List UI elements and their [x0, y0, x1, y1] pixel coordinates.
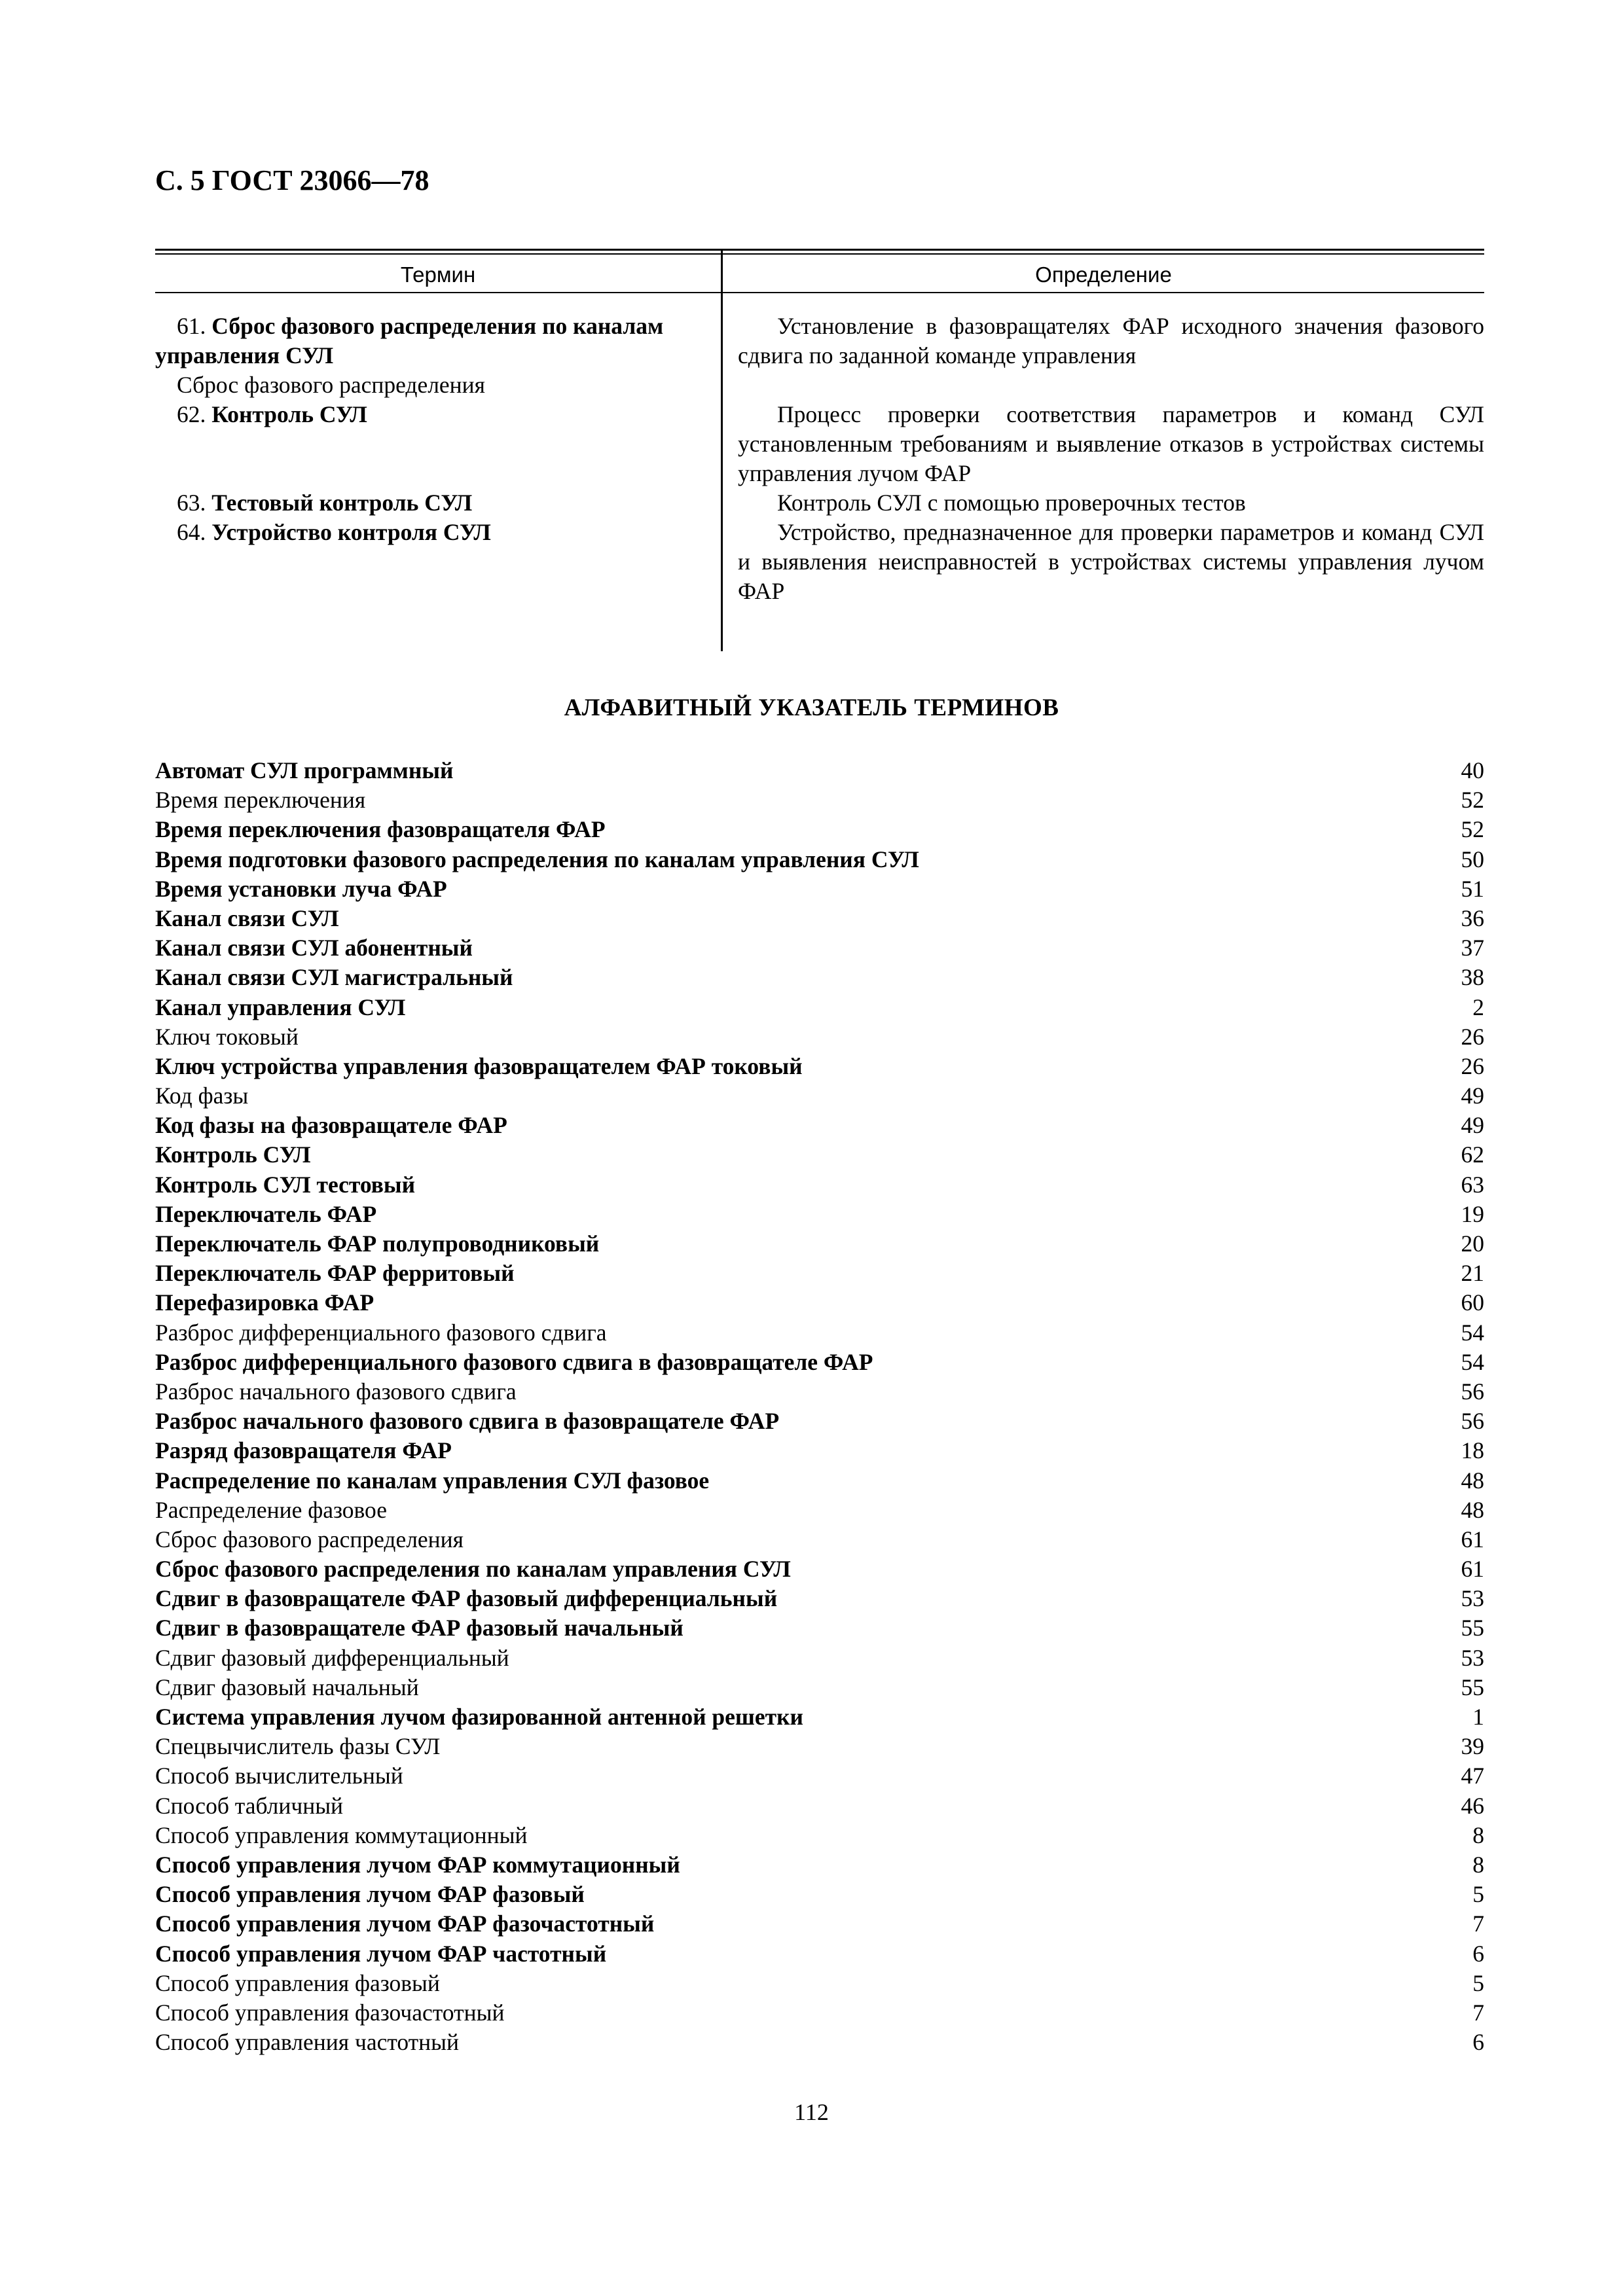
- term-name: Устройство контроля СУЛ: [211, 519, 491, 545]
- definition-62: Процесс проверки соответствия параметров и команд СУЛ установленным требованиям и выявление отказов в устройствах системы управления лучом ФАР: [738, 401, 1484, 486]
- index-entry-number: 52: [1461, 787, 1484, 814]
- index-entry-number: 7: [1472, 1910, 1484, 1937]
- term-number: 63.: [177, 490, 206, 516]
- index-entry-term: Разряд фазовращателя ФАР: [155, 1437, 452, 1464]
- index-entry-number: 46: [1461, 1792, 1484, 1819]
- definition-61: Установление в фазовращателях ФАР исходного значения фазового сдвига по заданной команде управления: [738, 313, 1484, 368]
- index-entry-number: 21: [1461, 1260, 1484, 1287]
- term-name: Контроль СУЛ: [211, 401, 367, 427]
- table-header-rule: [155, 292, 1484, 293]
- index-entry-term: Способ управления коммутационный: [155, 1821, 528, 1848]
- index-entry: [155, 1909, 1484, 1939]
- index-entry-term: Канал управления СУЛ: [155, 994, 406, 1020]
- index-entry: [155, 1584, 1484, 1613]
- index-entry-term: Способ управления фазочастотный: [155, 1999, 505, 2026]
- index-entry-number: 1: [1472, 1704, 1484, 1730]
- index-entry: [155, 1407, 1484, 1436]
- definition-63: Контроль СУЛ с помощью проверочных тестов: [777, 490, 1246, 516]
- index-entry-number: 61: [1461, 1526, 1484, 1552]
- column-header-definition: Определение: [1035, 262, 1172, 287]
- index-entry: [155, 1288, 1484, 1318]
- index-entry: [155, 1259, 1484, 1288]
- term-synonym: Сброс фазового распределения: [177, 372, 485, 398]
- index-entry-number: 54: [1461, 1348, 1484, 1375]
- index-entry: [155, 1081, 1484, 1111]
- table-column-divider: [721, 249, 723, 651]
- index-entry-number: 19: [1461, 1200, 1484, 1227]
- definition-64: Устройство, предназначенное для проверки параметров и команд СУЛ и выявления неисправностей в устройствах системы управления лучом ФАР: [738, 519, 1484, 604]
- index-entry-term: Способ управления лучом ФАР фазочастотный: [155, 1910, 655, 1937]
- index-entry: [155, 1111, 1484, 1140]
- index-entry: [155, 1525, 1484, 1554]
- index-entry-number: 56: [1461, 1408, 1484, 1435]
- index-entry-term: Код фазы: [155, 1083, 249, 1109]
- index-entry-term: Сдвиг фазовый начальный: [155, 1674, 419, 1700]
- index-entry: [155, 1939, 1484, 1969]
- index-entry: [155, 993, 1484, 1022]
- term-number: 61.: [177, 313, 206, 339]
- index-entry-number: 53: [1461, 1585, 1484, 1612]
- index-entry-number: 5: [1472, 1881, 1484, 1908]
- index-entry: [155, 1673, 1484, 1702]
- index-entry: [155, 1732, 1484, 1761]
- index-entry-term: Спецвычислитель фазы СУЛ: [155, 1733, 441, 1760]
- index-entry: [155, 1613, 1484, 1643]
- index-entry-number: 37: [1461, 935, 1484, 961]
- index-entry-term: Разброс начального фазового сдвига: [155, 1378, 517, 1405]
- index-entry-term: Автомат СУЛ программный: [155, 757, 454, 783]
- index-entry: [155, 1348, 1484, 1377]
- index-entry-term: Канал связи СУЛ: [155, 905, 339, 931]
- index-entry-number: 55: [1461, 1674, 1484, 1700]
- index-entry-term: Разброс дифференциального фазового сдвига: [155, 1319, 607, 1346]
- term-63: [155, 488, 712, 518]
- index-entry-term: Ключ устройства управления фазовращателем ФАР токовый: [155, 1052, 803, 1079]
- index-entry-term: Перефазировка ФАР: [155, 1289, 374, 1316]
- index-entry-number: 51: [1461, 875, 1484, 902]
- index-entry: [155, 1969, 1484, 1998]
- index-entry-number: 18: [1461, 1437, 1484, 1464]
- index-entry-term: Сброс фазового распределения: [155, 1526, 464, 1552]
- index-entry-number: 60: [1461, 1289, 1484, 1316]
- index-entry-number: 62: [1461, 1141, 1484, 1168]
- index-entry-number: 8: [1472, 1821, 1484, 1848]
- page-header: С. 5 ГОСТ 23066—78: [155, 164, 429, 196]
- index-entry: [155, 815, 1484, 844]
- index-entry: [155, 1496, 1484, 1525]
- index-entry-term: Переключатель ФАР ферритовый: [155, 1260, 515, 1287]
- index-entry-number: 47: [1461, 1763, 1484, 1789]
- index-entry-number: 48: [1461, 1467, 1484, 1494]
- term-name: Сброс фазового распределения по каналам: [211, 313, 664, 339]
- index-entry-term: Время установки луча ФАР: [155, 875, 447, 902]
- index-entry-term: Распределение по каналам управления СУЛ фазовое: [155, 1467, 710, 1494]
- index-entry-number: 55: [1461, 1615, 1484, 1641]
- index-entry-number: 38: [1461, 964, 1484, 991]
- index-entry-number: 49: [1461, 1112, 1484, 1139]
- index-entry-term: Код фазы на фазовращателе ФАР: [155, 1112, 507, 1139]
- index-entry: [155, 1850, 1484, 1880]
- index-entry-number: 36: [1461, 905, 1484, 931]
- term-name-continued: управления СУЛ: [155, 342, 334, 368]
- index-entry-term: Время переключения: [155, 787, 366, 814]
- index-entry-number: 26: [1461, 1023, 1484, 1050]
- index-entry: [155, 1140, 1484, 1170]
- index-entry-number: 48: [1461, 1496, 1484, 1523]
- index-entry: [155, 1761, 1484, 1791]
- index-entry: [155, 845, 1484, 874]
- index-entry: [155, 904, 1484, 933]
- term-64: [155, 518, 712, 547]
- index-entry-term: Время переключения фазовращателя ФАР: [155, 816, 606, 843]
- index-entry-term: Контроль СУЛ: [155, 1141, 311, 1168]
- index-entry-term: Распределение фазовое: [155, 1496, 387, 1523]
- index-entry: [155, 1554, 1484, 1584]
- index-entry-number: 26: [1461, 1052, 1484, 1079]
- index-entry-term: Система управления лучом фазированной антенной решетки: [155, 1704, 803, 1730]
- index-entry-term: Способ управления частотный: [155, 2029, 460, 2056]
- index-entry-term: Способ управления фазовый: [155, 1969, 440, 1996]
- index-entry: [155, 1821, 1484, 1850]
- index-entry: [155, 1436, 1484, 1465]
- index-entry: [155, 785, 1484, 815]
- index-entry-number: 52: [1461, 816, 1484, 843]
- index-entry-term: Канал связи СУЛ магистральный: [155, 964, 513, 991]
- index-entry-number: 40: [1461, 757, 1484, 783]
- index-entry-term: Время подготовки фазового распределения по каналам управления СУЛ: [155, 846, 919, 872]
- index-entry: [155, 963, 1484, 992]
- term-number: 64.: [177, 519, 206, 545]
- index-entry-number: 8: [1472, 1851, 1484, 1878]
- index-entry-number: 6: [1472, 1940, 1484, 1967]
- index-title: АЛФАВИТНЫЙ УКАЗАТЕЛЬ ТЕРМИНОВ: [564, 694, 1059, 721]
- index-entry-term: Способ вычислительный: [155, 1763, 403, 1789]
- index-entry: [155, 1466, 1484, 1496]
- index-entry-term: Разброс начального фазового сдвига в фазовращателе ФАР: [155, 1408, 780, 1435]
- index-entry: [155, 756, 1484, 785]
- alphabetical-index: [155, 756, 1484, 2057]
- index-entry-term: Переключатель ФАР: [155, 1200, 377, 1227]
- index-entry-number: 53: [1461, 1644, 1484, 1671]
- index-entry-term: Способ управления лучом ФАР частотный: [155, 1940, 607, 1967]
- index-entry-number: 56: [1461, 1378, 1484, 1405]
- index-entry-number: 49: [1461, 1083, 1484, 1109]
- index-entry: [155, 2028, 1484, 2057]
- index-entry-term: Способ управления лучом ФАР коммутационный: [155, 1851, 680, 1878]
- index-entry-term: Сдвиг фазовый дифференциальный: [155, 1644, 509, 1671]
- index-entry-term: Разброс дифференциального фазового сдвига в фазовращателе ФАР: [155, 1348, 873, 1375]
- index-entry-term: Переключатель ФАР полупроводниковый: [155, 1230, 600, 1257]
- index-entry: [155, 1643, 1484, 1673]
- index-entry: [155, 1318, 1484, 1348]
- index-entry: [155, 1377, 1484, 1407]
- index-entry-term: Сдвиг в фазовращателе ФАР фазовый дифференциальный: [155, 1585, 778, 1612]
- terms-table: [155, 249, 1484, 651]
- index-entry: [155, 1702, 1484, 1732]
- term-number: 62.: [177, 401, 206, 427]
- table-top-rule: [155, 249, 1484, 251]
- index-entry-term: Сброс фазового распределения по каналам управления СУЛ: [155, 1556, 791, 1583]
- index-entry: [155, 933, 1484, 963]
- index-entry: [155, 874, 1484, 904]
- index-entry: [155, 1791, 1484, 1821]
- term-62: [155, 400, 712, 429]
- index-entry-number: 39: [1461, 1733, 1484, 1760]
- column-header-term: Термин: [400, 262, 476, 287]
- index-entry-term: Контроль СУЛ тестовый: [155, 1171, 416, 1198]
- index-entry-number: 54: [1461, 1319, 1484, 1346]
- index-entry: [155, 1170, 1484, 1200]
- index-entry-number: 50: [1461, 846, 1484, 872]
- index-entry: [155, 1022, 1484, 1052]
- index-entry-number: 63: [1461, 1171, 1484, 1198]
- page-number: 112: [794, 2099, 829, 2125]
- index-entry-term: Способ управления лучом ФАР фазовый: [155, 1881, 585, 1908]
- table-top-rule-inner: [155, 253, 1484, 255]
- index-entry-number: 2: [1472, 994, 1484, 1020]
- index-entry-number: 6: [1472, 2029, 1484, 2056]
- index-entry-number: 20: [1461, 1230, 1484, 1257]
- index-entry: [155, 1200, 1484, 1229]
- index-entry-term: Ключ токовый: [155, 1023, 299, 1050]
- index-entry: [155, 1052, 1484, 1081]
- index-entry: [155, 1229, 1484, 1259]
- index-entry-term: Способ табличный: [155, 1792, 344, 1819]
- index-entry-number: 61: [1461, 1556, 1484, 1583]
- index-entry-term: Канал связи СУЛ абонентный: [155, 935, 473, 961]
- index-entry-term: Сдвиг в фазовращателе ФАР фазовый начальный: [155, 1615, 684, 1641]
- index-entry: [155, 1880, 1484, 1909]
- index-entry: [155, 1998, 1484, 2028]
- term-61: [155, 312, 712, 400]
- term-name: Тестовый контроль СУЛ: [211, 490, 473, 516]
- index-entry-number: 7: [1472, 1999, 1484, 2026]
- index-entry-number: 5: [1472, 1969, 1484, 1996]
